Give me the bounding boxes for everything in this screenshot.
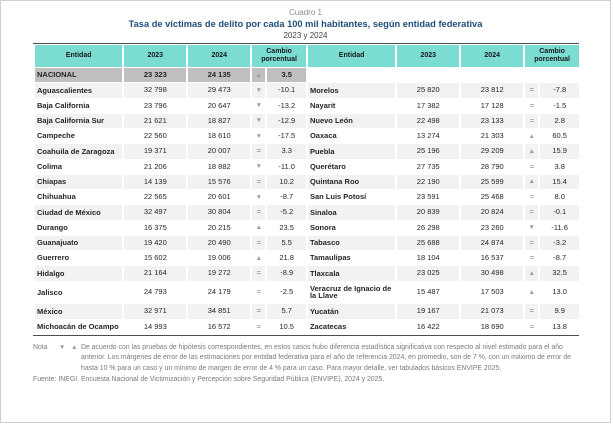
source-line: [33, 375, 579, 385]
entity-cell: Guerrero: [35, 251, 122, 265]
trend-eq-icon: =: [525, 83, 538, 97]
table-row: [35, 266, 579, 280]
value-2024-cell: 23 260: [461, 221, 523, 235]
change-cell: -5.2: [267, 205, 306, 219]
value-2024-cell: 30 804: [188, 205, 250, 219]
value-2024-cell: 15 576: [188, 175, 250, 189]
trend-eq-icon: =: [252, 282, 265, 304]
entity-cell: Jalisco: [35, 282, 122, 304]
table-row: [35, 190, 579, 204]
change-cell: -11.6: [540, 221, 579, 235]
entity-cell: Veracruz de Ignacio de la Llave: [308, 282, 395, 304]
change-cell: -0.1: [540, 205, 579, 219]
change-cell: -3.2: [540, 236, 579, 250]
trend-eq-icon: =: [525, 190, 538, 204]
change-cell: 15.4: [540, 175, 579, 189]
value-2023-cell: 21 164: [124, 266, 186, 280]
empty-cell: [397, 68, 459, 82]
change-cell: 10.5: [267, 320, 306, 334]
value-2023-cell: 16 422: [397, 320, 459, 334]
value-2023-cell: 19 371: [124, 144, 186, 158]
entity-cell: San Luis Potosí: [308, 190, 395, 204]
change-cell: 5.7: [267, 304, 306, 318]
table-row: [35, 160, 579, 174]
trend-up-icon: ▲: [525, 129, 538, 143]
trend-eq-icon: =: [252, 175, 265, 189]
value-2024-cell: 29 473: [188, 83, 250, 97]
col-header-change-right: Cambio porcentual: [525, 45, 579, 67]
value-2024-cell: 34 851: [188, 304, 250, 318]
change-cell: -12.9: [267, 114, 306, 128]
entity-cell: Baja California Sur: [35, 114, 122, 128]
value-2024-cell: 20 007: [188, 144, 250, 158]
value-2023-cell: 16 375: [124, 221, 186, 235]
value-2024-cell: 25 599: [461, 175, 523, 189]
value-2024-cell: 20 601: [188, 190, 250, 204]
change-cell: 3.8: [540, 160, 579, 174]
value-2023-cell: 23 796: [124, 99, 186, 113]
empty-cell: [540, 68, 579, 82]
entity-cell: Durango: [35, 221, 122, 235]
change-cell: 32.5: [540, 266, 579, 280]
value-2024-cell: 20 647: [188, 99, 250, 113]
change-cell: -8.7: [540, 251, 579, 265]
value-2024-cell: 29 209: [461, 144, 523, 158]
entity-cell: Puebla: [308, 144, 395, 158]
entity-cell: Guanajuato: [35, 236, 122, 250]
trend-down-icon: ▼: [252, 160, 265, 174]
change-cell: -10.1: [267, 83, 306, 97]
value-2023-cell: 22 498: [397, 114, 459, 128]
change-cell: -11.0: [267, 160, 306, 174]
value-2023-cell: 22 560: [124, 129, 186, 143]
table-container: [33, 43, 579, 336]
change-cell: -17.5: [267, 129, 306, 143]
change-cell: 60.5: [540, 129, 579, 143]
value-2024-cell: 20 215: [188, 221, 250, 235]
value-2023-cell: 32 798: [124, 83, 186, 97]
value-2024-cell: 20 824: [461, 205, 523, 219]
value-2023-cell: 23 025: [397, 266, 459, 280]
entity-cell: Aguascalientes: [35, 83, 122, 97]
table-row: [35, 282, 579, 304]
change-cell: 21.8: [267, 251, 306, 265]
value-2023-cell: 24 793: [124, 282, 186, 304]
table-row: [35, 114, 579, 128]
trend-up-icon: ▲: [525, 175, 538, 189]
change-cell: 10.2: [267, 175, 306, 189]
value-2024-cell: 17 503: [461, 282, 523, 304]
trend-eq-icon: =: [252, 304, 265, 318]
value-2024-cell: 18 827: [188, 114, 250, 128]
value-2024-cell: 20 490: [188, 236, 250, 250]
table-row: [35, 205, 579, 219]
trend-up-icon: ▲: [252, 251, 265, 265]
table-number: Cuadro 1: [289, 8, 322, 17]
value-2023-cell: 17 382: [397, 99, 459, 113]
value-2023-cell: 25 820: [397, 83, 459, 97]
value-2023-cell: 15 487: [397, 282, 459, 304]
change-cell: 23.5: [267, 221, 306, 235]
trend-down-icon: ▼: [525, 221, 538, 235]
entity-cell: Quintana Roo: [308, 175, 395, 189]
value-2023-cell: 18 104: [397, 251, 459, 265]
table-row: [35, 99, 579, 113]
value-2024-cell: 18 882: [188, 160, 250, 174]
change-cell: 13.8: [540, 320, 579, 334]
value-2024-cell: 24 874: [461, 236, 523, 250]
entity-cell: Querétaro: [308, 160, 395, 174]
value-2024-cell: 17 128: [461, 99, 523, 113]
trend-up-icon: ▲: [525, 282, 538, 304]
value-2023-cell: 19 420: [124, 236, 186, 250]
col-header-entity-right: Entidad: [308, 45, 395, 67]
change-cell: -8.7: [267, 190, 306, 204]
value-2024-cell: 16 537: [461, 251, 523, 265]
value-2024-cell: 21 303: [461, 129, 523, 143]
value-2023-cell: 32 971: [124, 304, 186, 318]
trend-down-icon: ▼: [252, 99, 265, 113]
table-row: [35, 221, 579, 235]
col-header-2023-right: 2023: [397, 45, 459, 67]
trend-eq-icon: =: [525, 320, 538, 334]
entity-cell: Campeche: [35, 129, 122, 143]
value-2024-cell: 30 498: [461, 266, 523, 280]
table-row: [35, 304, 579, 318]
table-row: [35, 251, 579, 265]
change-cell: -7.8: [540, 83, 579, 97]
value-2024-cell: 24 179: [188, 282, 250, 304]
table-row: [35, 175, 579, 189]
page-title: Tasa de víctimas de delito por cada 100 mil habitantes, según entidad federativa: [128, 19, 483, 29]
table-row: [35, 129, 579, 143]
change-cell: -8.9: [267, 266, 306, 280]
entity-cell: Yucatán: [308, 304, 395, 318]
value-2023-cell: 22 565: [124, 190, 186, 204]
change-cell: 5.5: [267, 236, 306, 250]
trend-eq-icon: =: [252, 144, 265, 158]
trend-eq-icon: =: [252, 320, 265, 334]
trend-eq-icon: =: [525, 160, 538, 174]
victim-rate-table: [33, 44, 581, 335]
trend-eq-icon: =: [525, 251, 538, 265]
empty-cell: [308, 68, 395, 82]
empty-cell: [461, 68, 523, 82]
table-row: [35, 236, 579, 250]
value-2024-cell: 19 006: [188, 251, 250, 265]
col-header-2024-left: 2024: [188, 45, 250, 67]
change-cell: 3.5: [267, 68, 306, 82]
value-2024-cell: 18 690: [461, 320, 523, 334]
entity-cell: NACIONAL: [35, 68, 122, 82]
value-2023-cell: 23 591: [397, 190, 459, 204]
change-cell: 15.9: [540, 144, 579, 158]
value-2024-cell: 24 135: [188, 68, 250, 82]
value-2023-cell: 19 167: [397, 304, 459, 318]
trend-eq-icon: =: [525, 236, 538, 250]
entity-cell: Chiapas: [35, 175, 122, 189]
value-2023-cell: 15 602: [124, 251, 186, 265]
value-2023-cell: 25 688: [397, 236, 459, 250]
value-2023-cell: 14 993: [124, 320, 186, 334]
trend-eq-icon: =: [525, 205, 538, 219]
value-2024-cell: 21 073: [461, 304, 523, 318]
col-header-change-left: Cambio porcentual: [252, 45, 306, 67]
value-2023-cell: 32 497: [124, 205, 186, 219]
footnote: [33, 343, 579, 374]
source-label: Fuente:: [33, 375, 57, 383]
table-row: [35, 320, 579, 334]
trend-up-icon: ▲: [525, 266, 538, 280]
source-text: INEGI. Encuesta Nacional de Victimización y Percepción sobre Seguridad Pública (ENVIPE), 2024 y 2025.: [58, 375, 385, 383]
note-label: Nota: [33, 343, 48, 351]
entity-cell: Nayarit: [308, 99, 395, 113]
value-2024-cell: 16 572: [188, 320, 250, 334]
table-body: [35, 68, 579, 334]
value-2023-cell: 21 621: [124, 114, 186, 128]
col-header-2023-left: 2023: [124, 45, 186, 67]
value-2023-cell: 23 323: [124, 68, 186, 82]
change-cell: -13.2: [267, 99, 306, 113]
trend-down-icon: ▼: [252, 129, 265, 143]
value-2023-cell: 14 139: [124, 175, 186, 189]
entity-cell: Hidalgo: [35, 266, 122, 280]
value-2024-cell: 18 610: [188, 129, 250, 143]
value-2023-cell: 22 190: [397, 175, 459, 189]
trend-eq-icon: =: [525, 99, 538, 113]
table-row: [35, 68, 579, 82]
table-row: [35, 144, 579, 158]
trend-eq-icon: =: [252, 205, 265, 219]
trend-up-icon: ▲: [252, 68, 265, 82]
value-2023-cell: 21 206: [124, 160, 186, 174]
note-text: De acuerdo con las pruebas de hipótesis correspondientes, en estos casos hubo diferencia estadística significativa con respecto al nivel estimado para el año anterior. Los márgenes de error de las estimaciones por entidad federativa para el año de referencia 2024, en promedio, son de 7 %, con un máximo de error de hasta 10 % para un caso y un mínimo de margen de error de 4 % para un caso. Para mayor detalle, ver tabulados básicos ENVIPE 2025.: [81, 343, 571, 372]
change-cell: 8.0: [540, 190, 579, 204]
trend-up-icon: ▲: [525, 144, 538, 158]
empty-cell: [525, 68, 538, 82]
col-header-entity-left: Entidad: [35, 45, 122, 67]
entity-cell: Sinaloa: [308, 205, 395, 219]
value-2023-cell: 25 196: [397, 144, 459, 158]
entity-cell: Coahuila de Zaragoza: [35, 144, 122, 158]
change-cell: -2.5: [267, 282, 306, 304]
change-cell: 3.3: [267, 144, 306, 158]
value-2023-cell: 27 735: [397, 160, 459, 174]
entity-cell: Oaxaca: [308, 129, 395, 143]
entity-cell: México: [35, 304, 122, 318]
value-2024-cell: 19 272: [188, 266, 250, 280]
trend-down-icon: ▼: [252, 83, 265, 97]
trend-down-icon: ▼: [252, 190, 265, 204]
entity-cell: Tlaxcala: [308, 266, 395, 280]
header-row: [35, 45, 579, 67]
entity-cell: Nuevo León: [308, 114, 395, 128]
value-2024-cell: 23 812: [461, 83, 523, 97]
value-2024-cell: 25 468: [461, 190, 523, 204]
trend-legend-icons: ▼ ▲: [59, 343, 80, 351]
change-cell: 13.0: [540, 282, 579, 304]
value-2023-cell: 20 839: [397, 205, 459, 219]
value-2024-cell: 23 133: [461, 114, 523, 128]
col-header-2024-right: 2024: [461, 45, 523, 67]
change-cell: -1.5: [540, 99, 579, 113]
entity-cell: Ciudad de México: [35, 205, 122, 219]
trend-eq-icon: =: [252, 236, 265, 250]
value-2023-cell: 26 298: [397, 221, 459, 235]
value-2024-cell: 28 790: [461, 160, 523, 174]
trend-eq-icon: =: [525, 114, 538, 128]
trend-up-icon: ▲: [252, 221, 265, 235]
trend-down-icon: ▼: [252, 114, 265, 128]
entity-cell: Morelos: [308, 83, 395, 97]
entity-cell: Sonora: [308, 221, 395, 235]
value-2023-cell: 13 274: [397, 129, 459, 143]
entity-cell: Tabasco: [308, 236, 395, 250]
trend-eq-icon: =: [525, 304, 538, 318]
entity-cell: Tamaulipas: [308, 251, 395, 265]
change-cell: 2.8: [540, 114, 579, 128]
table-row: [35, 83, 579, 97]
entity-cell: Michoacán de Ocampo: [35, 320, 122, 334]
subtitle-years: 2023 y 2024: [283, 31, 328, 40]
entity-cell: Chihuahua: [35, 190, 122, 204]
trend-eq-icon: =: [252, 266, 265, 280]
entity-cell: Colima: [35, 160, 122, 174]
entity-cell: Zacatecas: [308, 320, 395, 334]
entity-cell: Baja California: [35, 99, 122, 113]
change-cell: 9.9: [540, 304, 579, 318]
